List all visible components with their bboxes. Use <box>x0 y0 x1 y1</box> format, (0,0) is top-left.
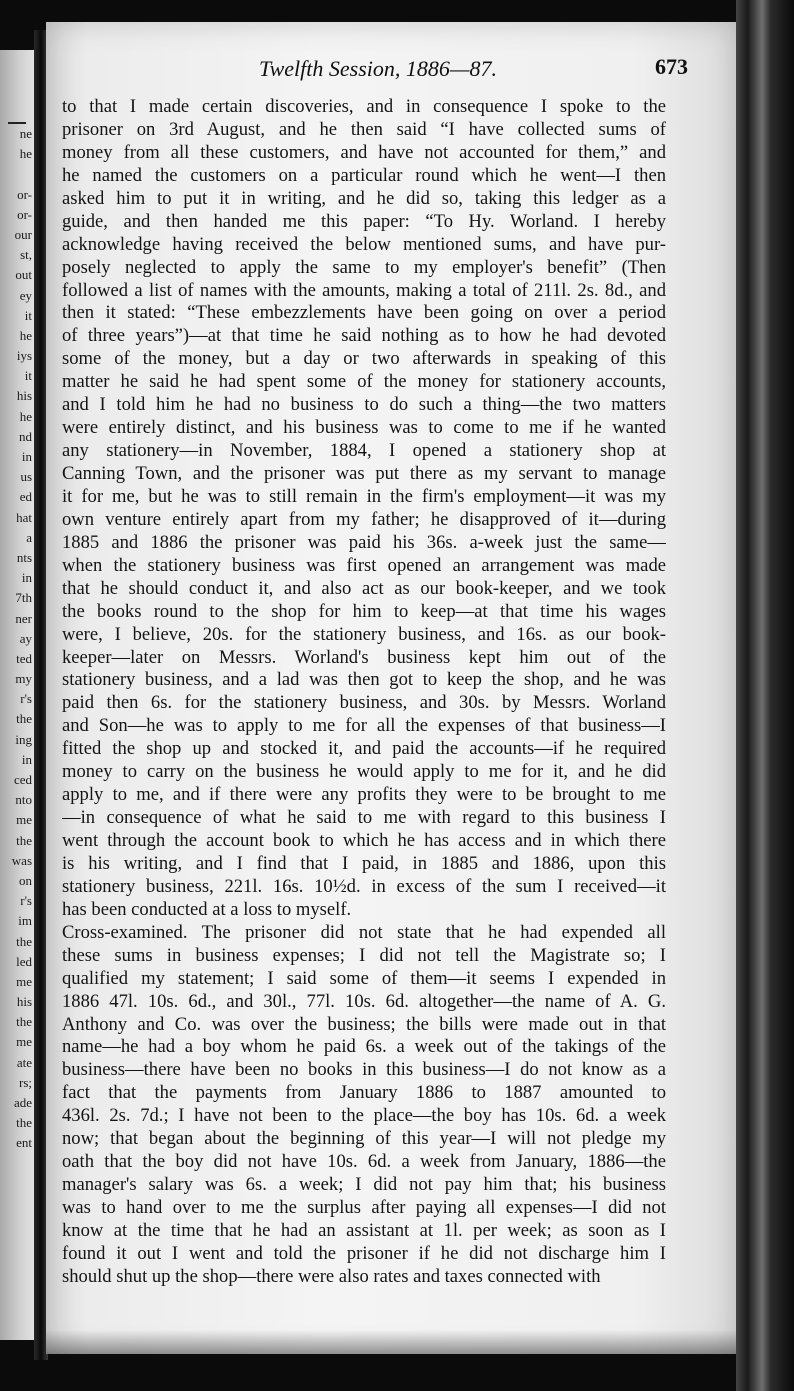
text-line: it for me, but he was to still remain in the firm's employment—it was my <box>62 485 666 507</box>
page-bottom-shadow <box>46 1330 736 1354</box>
left-page-fragment: r's <box>20 691 32 707</box>
text-line: Canning Town, and the prisoner was put there as my servant to manage <box>62 463 666 484</box>
left-page-fragment: me <box>16 1034 32 1050</box>
text-line: went through the account book to which he has access and in which there <box>62 830 666 851</box>
left-page-fragment: im <box>18 913 32 929</box>
left-page-fragment: the <box>16 832 32 848</box>
left-page-fragment <box>1 164 35 184</box>
left-page-fragment: nd <box>19 428 32 444</box>
text-line: 1886 47l. 10s. 6d., and 30l., 77l. 10s. 6d. altogether—the name of A. G. <box>62 990 666 1012</box>
left-page-fragment: ey <box>19 287 32 303</box>
text-line: keeper—later on Messrs. Worland's business kept him out of the <box>62 646 666 668</box>
text-line: of three years”)—at that time he said nothing as to how he had devoted <box>62 325 666 347</box>
text-line: now; that began about the beginning of this year—I will not pledge my <box>62 1128 666 1150</box>
text-line: should shut up the shop—there were also rates and taxes connected with <box>62 1265 601 1287</box>
left-page-fragment: me <box>16 812 32 828</box>
text-line: found it out I went and told the prisoner if he did not discharge him I <box>62 1242 666 1264</box>
text-line: the books round to the shop for him to keep—at that time his wages <box>62 600 666 622</box>
text-line: posely neglected to apply the same to my employer's benefit” (Then <box>62 256 666 278</box>
text-line: Anthony and Co. was over the business; the bills were made out in that <box>62 1013 666 1035</box>
left-page-fragment: ted <box>16 650 32 666</box>
text-line: were, I believe, 20s. for the stationery business, and 16s. as our book- <box>62 623 666 645</box>
running-title: Twelfth Session, 1886—87. <box>259 56 497 81</box>
text-line: that he should conduct it, and also act as our book-keeper, and we took <box>62 577 666 599</box>
left-page-fragment: nto <box>15 792 32 808</box>
text-line: was to hand over to me the surplus after paying all expenses—I did not <box>62 1197 666 1218</box>
left-page-fragment: it <box>24 307 32 323</box>
left-page-fragment: it <box>24 368 32 384</box>
left-page-fragment: or- <box>17 186 32 202</box>
text-line: own venture entirely apart from my father; he disapproved of it—during <box>62 508 666 530</box>
left-page-fragment: his <box>16 388 32 404</box>
left-page-fragment: ne <box>19 126 32 141</box>
left-page-fragments <box>1 124 35 1154</box>
text-line: has been conducted at a loss to myself. <box>62 898 352 920</box>
left-page-fragment: he <box>19 408 32 424</box>
running-head <box>46 50 736 90</box>
text-line: stationery business, and a lad was then got to keep the shop, and he was <box>62 669 666 691</box>
text-line: were entirely distinct, and his business was to come to me if he wanted <box>62 417 666 439</box>
left-page-fragment: ay <box>19 630 32 646</box>
text-line: 436l. 2s. 7d.; I have not been to the place—the boy has 10s. 6d. a week <box>62 1105 666 1127</box>
text-line: and I told him he had no business to do such a thing—the two matters <box>62 394 666 416</box>
text-line: name—he had a boy whom he paid 6s. a week out of the takings of the <box>62 1036 666 1058</box>
left-page-fragment: his <box>16 994 32 1010</box>
text-line: followed a list of names with the amounts, making a total of 211l. 2s. 8d., and <box>62 279 666 301</box>
text-line: paid then 6s. for the stationery business, and 30s. by Messrs. Worland <box>62 692 666 714</box>
text-line: 1885 and 1886 the prisoner was paid his 36s. a-week just the same— <box>62 531 666 553</box>
left-page-fragment: was <box>11 852 32 868</box>
text-line: business—there have been no books in this business—I do not know as a <box>62 1059 666 1081</box>
text-line: oath that the boy did not have 10s. 6d. a week from January, 1886—the <box>62 1151 666 1173</box>
left-page-fragment: ade <box>13 1095 32 1110</box>
text-line: apply to me, and if there were any profits they were to be brought to me <box>62 784 666 806</box>
left-page-fragment: in <box>21 751 32 767</box>
text-line: fact that the payments from January 1886 to 1887 amounted to <box>62 1082 666 1104</box>
left-page-fragment: hat <box>16 509 32 525</box>
text-line: asked him to put it in writing, and he did so, taking this ledger as a <box>62 187 666 209</box>
text-line: Cross-examined. The prisoner did not state that he had expended all <box>62 921 666 943</box>
text-line: qualified my statement; I said some of them—it seems I expended in <box>62 967 666 989</box>
left-page-fragment: ner <box>15 610 32 626</box>
left-page-fragment: ed <box>19 489 32 505</box>
left-page-fragment: on <box>19 872 32 888</box>
left-page-fragment: the <box>16 711 32 727</box>
left-page-fragment: ate <box>16 1054 32 1070</box>
left-page-fragment: ced <box>13 772 32 787</box>
text-line: matter he said he had spent some of the money for stationery accounts, <box>62 371 666 393</box>
body-text <box>62 96 666 1289</box>
left-page-fragment: in <box>21 570 32 586</box>
text-line: stationery business, 221l. 16s. 10½d. in excess of the sum I received—it <box>62 875 666 897</box>
left-page-fragment: st, <box>20 247 32 263</box>
text-line: guide, and then handed me this paper: “To Hy. Worland. I hereby <box>62 210 666 232</box>
left-page-fragment: he <box>19 327 32 343</box>
text-line: he named the customers on a particular round which he went—I then <box>62 164 666 186</box>
text-line: some of the money, but a day or two afterwards in speaking of this <box>62 348 666 370</box>
left-page-fragment: the <box>16 1115 32 1131</box>
text-line: and Son—he was to apply to me for all the expenses of that business—I <box>62 715 666 737</box>
text-line: these sums in business expenses; I did not tell the Magistrate so; I <box>62 944 666 966</box>
text-line: when the stationery business was first opened an arrangement was made <box>62 554 666 576</box>
left-page-fragment: in <box>21 449 32 464</box>
text-line: fitted the shop up and stocked it, and paid the accounts—if he required <box>62 738 666 760</box>
left-page-fragment: nts <box>16 549 32 565</box>
left-page-fragment: ent <box>16 1135 32 1151</box>
left-page-fragment: us <box>20 469 32 485</box>
text-line: money to carry on the business he would apply to me for it, and he did <box>62 761 666 783</box>
text-line: prisoner on 3rd August, and he then said “I have collected sums of <box>62 118 666 140</box>
text-line: any stationery—in November, 1884, I opened a stationery shop at <box>62 440 666 462</box>
page-number: 673 <box>655 54 688 79</box>
text-line: manager's salary was 6s. a week; I did not pay him that; his business <box>62 1174 666 1196</box>
text-line: is his writing, and I find that I paid, in 1885 and 1886, upon this <box>62 852 666 874</box>
text-line: then it stated: “These embezzlements have been going on over a period <box>62 302 666 324</box>
text-line: acknowledge having received the below mentioned sums, and have pur- <box>62 233 666 255</box>
left-page-fragment: led <box>16 953 32 969</box>
text-line: know at the time that he had an assistant at 1l. per week; as soon as I <box>62 1219 666 1241</box>
text-line: money from all these customers, and have not accounted for them,” and <box>62 141 666 163</box>
left-page-fragment: he <box>19 146 32 162</box>
left-page-fragment: the <box>16 1014 32 1030</box>
text-line: to that I made certain discoveries, and in consequence I spoke to the <box>62 96 666 117</box>
left-page-fragment: 7th <box>15 590 32 606</box>
left-page-fragment: a <box>26 529 32 545</box>
left-page-fragment: rs; <box>19 1074 32 1090</box>
left-page-fragment: me <box>16 973 32 989</box>
left-page-fragment: iys <box>16 348 32 364</box>
left-page-fragment: or- <box>17 206 32 222</box>
left-page-fragment: r's <box>20 893 32 909</box>
left-page-fragment: my <box>15 671 32 687</box>
text-line: —in consequence of what he said to me with regard to this business I <box>62 807 666 829</box>
left-page-fragment: the <box>16 933 32 949</box>
left-page-fragment: our <box>14 226 32 242</box>
left-page-fragment: ing <box>15 731 32 747</box>
right-page-edge <box>736 0 794 1391</box>
left-page-fragment: out <box>15 267 32 283</box>
